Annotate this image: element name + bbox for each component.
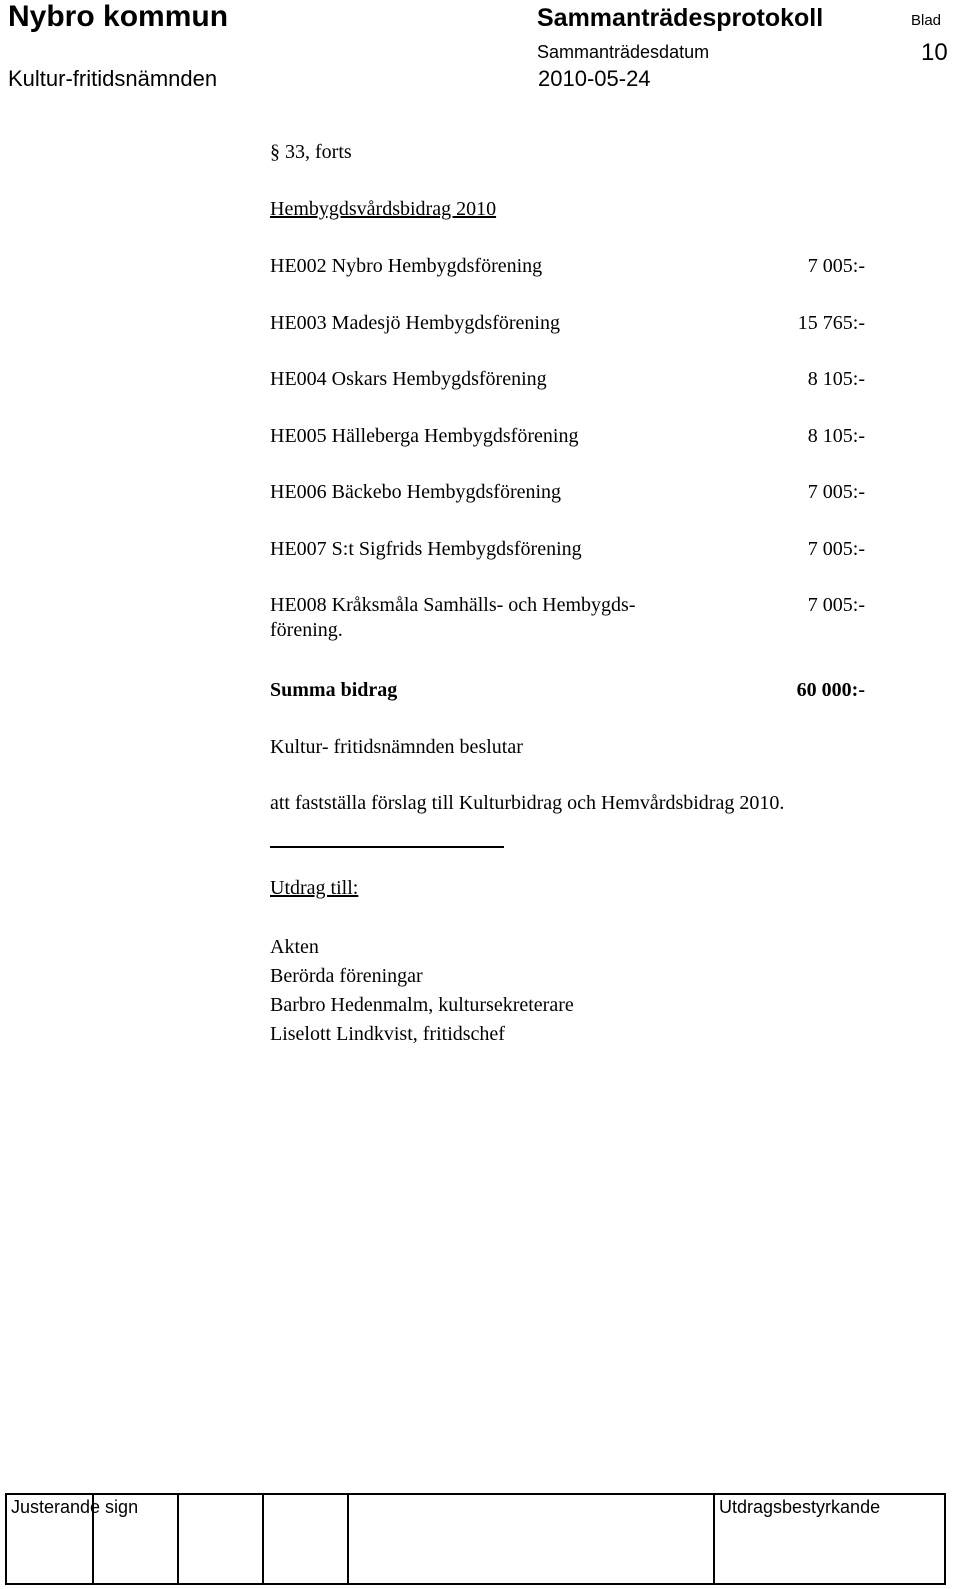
- footer-left-label: Justerande sign: [11, 1497, 139, 1517]
- grant-row-amount: 15 765:-: [797, 312, 865, 334]
- grant-row-amount: 8 105:-: [807, 368, 865, 390]
- grant-row-label: HE003 Madesjö Hembygdsförening: [270, 312, 560, 334]
- grant-row-label-continued: förening.: [270, 619, 343, 641]
- grant-row-amount: 7 005:-: [807, 594, 865, 616]
- recipient: Barbro Hedenmalm, kultursekreterare: [270, 994, 574, 1016]
- recipient: Berörda föreningar: [270, 965, 423, 987]
- decision-intro: Kultur- fritidsnämnden beslutar: [270, 736, 523, 758]
- meeting-date-label: Sammanträdesdatum: [537, 42, 710, 62]
- grant-row-amount: 7 005:-: [807, 481, 865, 503]
- meeting-date: 2010-05-24: [538, 66, 651, 91]
- divider: [270, 846, 504, 848]
- grant-row-amount: 7 005:-: [807, 255, 865, 277]
- total-label: Summa bidrag: [270, 679, 398, 701]
- grant-row-amount: 7 005:-: [807, 538, 865, 560]
- recipient: Liselott Lindkvist, fritidschef: [270, 1023, 505, 1045]
- protocol-title: Sammanträdesprotokoll: [537, 4, 824, 32]
- recipient-list: [270, 933, 574, 1049]
- grant-row-label: HE005 Hälleberga Hembygdsförening: [270, 425, 579, 447]
- grant-row-label: HE006 Bäckebo Hembygdsförening: [270, 481, 562, 503]
- grant-row-label: HE007 S:t Sigfrids Hembygdsförening: [270, 538, 582, 560]
- blad-label: Blad: [911, 12, 942, 29]
- section-title: Hembygdsvårdsbidrag 2010: [270, 198, 497, 220]
- department-name: Kultur-fritidsnämnden: [8, 66, 218, 91]
- organization-name: Nybro kommun: [8, 0, 229, 33]
- grant-row-amount: 8 105:-: [807, 425, 865, 447]
- total-amount: 60 000:-: [796, 679, 865, 701]
- paragraph-number: § 33, forts: [270, 141, 352, 163]
- footer-right-label: Utdragsbestyrkande: [719, 1497, 881, 1517]
- grant-row-label: HE008 Kråksmåla Samhälls- och Hembygds-: [270, 594, 636, 616]
- decision-text: att fastställa förslag till Kulturbidrag och Hemvårdsbidrag 2010.: [270, 792, 785, 814]
- grant-row-label: HE004 Oskars Hembygdsförening: [270, 368, 547, 390]
- recipient: Akten: [270, 936, 319, 958]
- grant-row-label: HE002 Nybro Hembygdsförening: [270, 255, 543, 277]
- page-number: 10: [921, 39, 948, 66]
- extract-label: Utdrag till:: [270, 877, 359, 899]
